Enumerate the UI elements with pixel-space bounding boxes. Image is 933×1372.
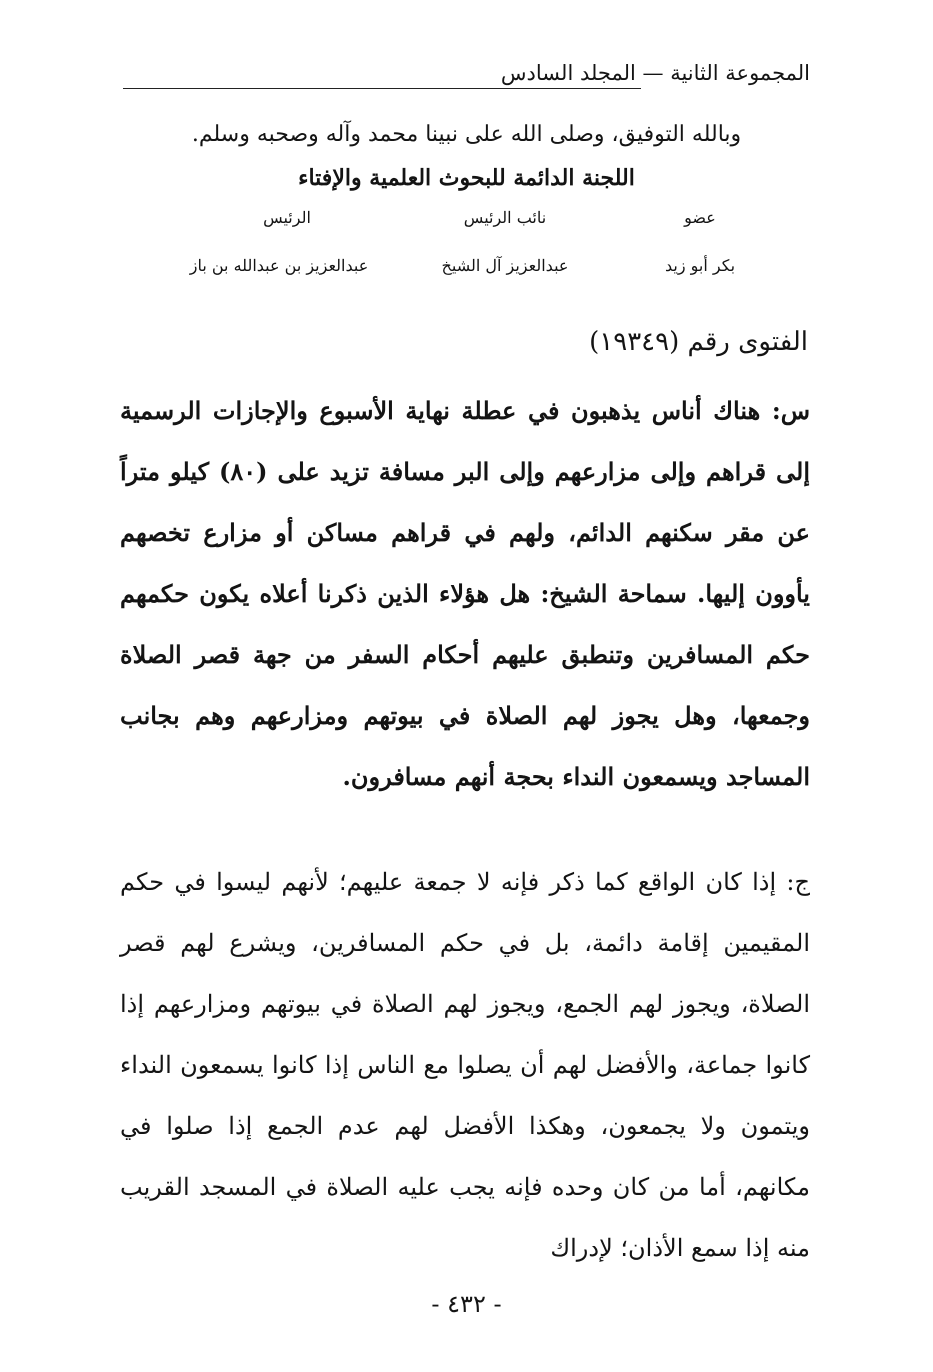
signatory-role-vice-president: نائب الرئيس [463,208,547,227]
running-header: المجموعة الثانية — المجلد السادس [500,61,810,85]
answer-paragraph: ج: إذا كان الواقع كما ذكر فإنه لا جمعة عليهم؛ لأنهم ليسوا في حكم المقيمين إقامة دائمة، بل في حكم المسافرين، ويشرع لهم قصر الصلاة، ويجوز لهم الجمع، ويجوز لهم الصلاة في بيوتهم ومزارعهم إذا كانوا جماعة، والأفضل لهم أن يصلوا مع الناس إذا كانوا يسمعون النداء ويتمون ولا يجمعون، وهكذا الأفضل لهم عدم الجمع إذا صلوا في مكانهم، أما من كان وحده فإنه يجب عليه الصلاة في المسجد القريب منه إذا سمع الأذان؛ لإدراك [120,868,811,1262]
fatwa-number-heading: الفتوى رقم (١٩٣٤٩) [589,327,808,357]
signatory-name-president: عبدالعزيز بن عبدالله بن باز [189,256,369,275]
signatory-role-president: الرئيس [263,208,311,227]
signatory-name-vice-president: عبدالعزيز آل الشيخ [441,256,569,275]
signatory-name-member: بكر أبو زيد [664,256,736,275]
header-rule [123,88,641,89]
page-number: - ٤٣٢ - [431,1290,502,1318]
committee-name: اللجنة الدائمة للبحوث العلمية والإفتاء [298,165,635,191]
signatory-role-member: عضو [684,208,716,227]
question-paragraph: س: هناك أناس يذهبون في عطلة نهاية الأسبوع والإجازات الرسمية إلى قراهم وإلى مزارعهم وإلى البر مسافة تزيد على (٨٠) كيلو متراً عن مقر سكنهم الدائم، ولهم في قراهم مساكن أو مزارع تخصهم يأوون إليها. سماحة الشيخ: هل هؤلاء الذين ذكرنا أعلاه يكون حكمهم حكم المسافرين وتنطبق عليهم أحكام السفر من جهة قصر الصلاة وجمعها، وهل يجوز لهم الصلاة في بيوتهم ومزارعهم وهم بجانب المساجد ويسمعون النداء بحجة أنهم مسافرون. [120,396,810,791]
closing-formula: وبالله التوفيق، وصلى الله على نبينا محمد وآله وصحبه وسلم. [191,122,742,147]
